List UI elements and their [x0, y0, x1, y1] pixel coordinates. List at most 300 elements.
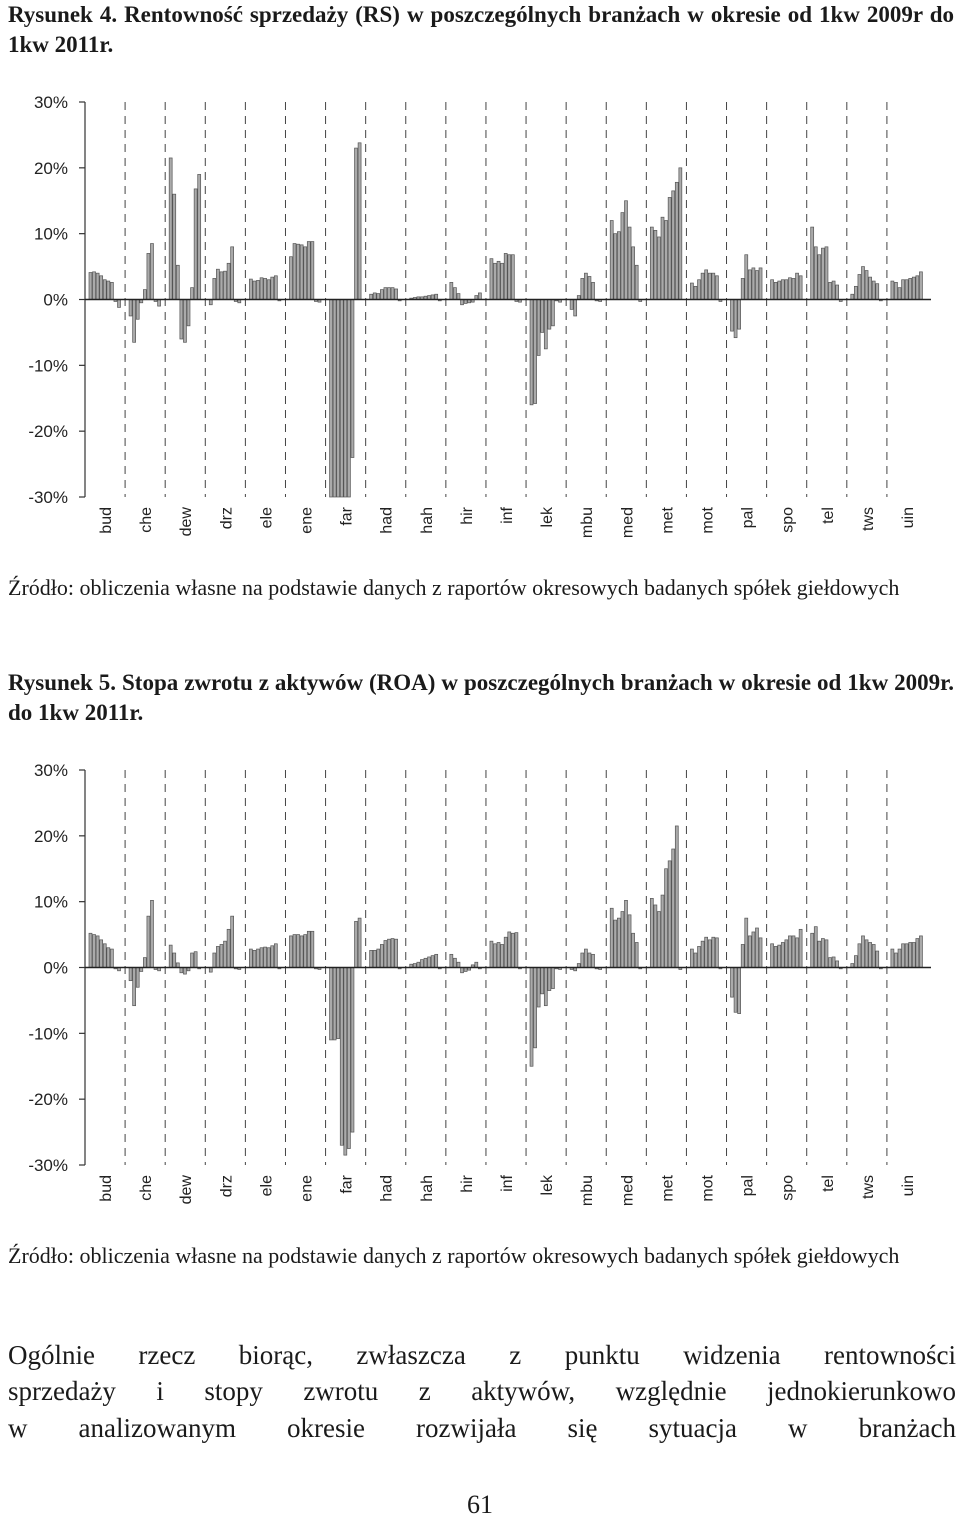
bar-met: [675, 826, 678, 968]
bar-dew: [180, 300, 183, 340]
bar-lek: [534, 968, 537, 1048]
bar-drz: [227, 929, 230, 967]
bar-tws: [865, 940, 868, 968]
bar-met: [650, 898, 653, 967]
bar-spo: [788, 278, 791, 300]
bar-mot: [708, 940, 711, 968]
bar-pal: [741, 944, 744, 967]
bar-spo: [796, 273, 799, 299]
bar-hir: [453, 288, 456, 300]
bar-tel: [832, 281, 835, 299]
bar-spo: [774, 946, 777, 967]
bar-hah: [431, 956, 434, 968]
bar-bud: [100, 940, 103, 968]
bar-hir: [457, 294, 460, 300]
bar-pal: [731, 968, 734, 998]
x-tick-label: ene: [298, 507, 316, 534]
bar-met: [679, 168, 682, 300]
bar-ene: [293, 935, 296, 968]
bar-far: [337, 968, 340, 1039]
bar-inf: [501, 944, 504, 967]
bar-pal: [752, 932, 755, 968]
bar-inf: [508, 932, 511, 968]
bar-uin: [916, 939, 919, 968]
bar-uin: [898, 288, 901, 300]
bar-med: [621, 213, 624, 300]
bar-tws: [862, 936, 865, 968]
bar-dew: [169, 945, 172, 967]
bar-mot: [708, 273, 711, 299]
bar-bud: [110, 949, 113, 967]
bar-ele: [257, 949, 260, 967]
bar-spo: [781, 942, 784, 967]
bar-inf: [511, 933, 514, 967]
bar-ene: [307, 931, 310, 967]
bar-ele: [257, 280, 260, 299]
bar-spo: [792, 278, 795, 299]
bar-met: [654, 230, 657, 299]
bar-had: [377, 294, 380, 300]
bar-had: [384, 941, 387, 968]
x-tick-label: bud: [98, 507, 116, 534]
bar-mot: [694, 286, 697, 299]
body-line-1: Ogólnie rzecz biorąc, zwłaszcza z punktu widzenia rentowności: [8, 1340, 956, 1370]
bar-che: [147, 253, 150, 299]
bar-med: [621, 912, 624, 968]
bar-che: [147, 916, 150, 967]
bar-mot: [712, 273, 715, 299]
bar-ele: [274, 276, 277, 300]
bar-ene: [297, 935, 300, 968]
bar-tel: [832, 957, 835, 968]
x-tick-label: spo: [779, 1175, 797, 1201]
bar-med: [632, 933, 635, 967]
x-tick-label: mbu: [579, 507, 597, 539]
bar-inf: [508, 255, 511, 300]
bar-lek: [544, 968, 547, 1006]
figure2-source: Źródło: obliczenia własne na podstawie danych z raportów okresowych badanych spółek giełdowych: [8, 1243, 900, 1268]
bar-met: [675, 182, 678, 299]
bar-lek: [530, 968, 533, 1067]
bar-pal: [738, 300, 741, 330]
x-tick-label: had: [378, 507, 396, 534]
bar-had: [384, 288, 387, 300]
bar-bud: [100, 276, 103, 300]
figure1-source: Źródło: obliczenia własne na podstawie danych z raportów okresowych badanych spółek giełdowych: [8, 575, 900, 600]
bar-tws: [858, 944, 861, 968]
bar-mbu: [570, 300, 573, 310]
y-tick-label: -20%: [28, 1090, 68, 1110]
bar-pal: [755, 928, 758, 968]
x-tick-label: ele: [258, 1175, 276, 1197]
x-tick-label: inf: [499, 507, 516, 524]
bar-med: [614, 920, 617, 967]
bar-drz: [220, 944, 223, 967]
bar-tel: [836, 961, 839, 968]
bar-met: [672, 849, 675, 968]
bar-che: [150, 900, 153, 967]
x-tick-label: dew: [178, 507, 196, 537]
bar-dew: [194, 952, 197, 968]
bar-drz: [213, 953, 216, 967]
y-tick-label: -30%: [28, 488, 68, 507]
bar-dew: [173, 194, 176, 299]
bar-mot: [690, 949, 693, 967]
bar-hir: [453, 958, 456, 967]
bar-spo: [778, 281, 781, 299]
x-tick-label: had: [378, 1175, 396, 1202]
bar-lek: [544, 300, 547, 349]
x-tick-label: inf: [499, 1175, 516, 1192]
bar-tws: [869, 277, 872, 299]
bar-lek: [548, 968, 551, 991]
bar-ele: [264, 947, 267, 967]
x-tick-label: che: [138, 1175, 156, 1201]
bar-pal: [748, 270, 751, 300]
x-tick-label: drz: [218, 507, 236, 530]
bar-spo: [796, 938, 799, 968]
bar-dew: [183, 968, 186, 975]
bar-dew: [194, 189, 197, 300]
bar-tel: [829, 958, 832, 968]
bar-lek: [537, 300, 540, 356]
bar-far: [344, 300, 347, 498]
bar-med: [617, 918, 620, 967]
bar-inf: [494, 263, 497, 299]
x-tick-label: hir: [458, 1175, 476, 1193]
bar-ene: [304, 247, 307, 300]
bar-mot: [715, 938, 718, 968]
bar-lek: [541, 300, 544, 333]
bar-inf: [497, 942, 500, 967]
bar-pal: [738, 968, 741, 1014]
bar-mbu: [581, 278, 584, 299]
bar-dew: [187, 300, 190, 326]
bar-bud: [107, 281, 110, 299]
bar-che: [129, 968, 132, 981]
bar-pal: [745, 255, 748, 300]
bar-had: [387, 939, 390, 967]
bar-far: [355, 148, 358, 299]
bar-ele: [264, 278, 267, 299]
bar-hir: [478, 293, 481, 300]
bar-spo: [799, 929, 802, 967]
bar-uin: [909, 278, 912, 299]
bar-met: [657, 237, 660, 300]
bar-far: [358, 918, 361, 967]
bar-far: [344, 968, 347, 1156]
bar-dew: [176, 265, 179, 299]
bar-bud: [96, 273, 99, 299]
bar-lek: [530, 300, 533, 405]
y-tick-label: -10%: [28, 356, 68, 376]
figure1-chart-svg: [0, 84, 960, 629]
bar-hir: [450, 954, 453, 967]
bar-mot: [701, 941, 704, 967]
bar-spo: [771, 944, 774, 968]
bar-uin: [905, 280, 908, 300]
bar-dew: [191, 288, 194, 300]
bar-mbu: [581, 953, 584, 967]
bar-med: [628, 915, 631, 968]
bar-che: [133, 300, 136, 343]
bar-ele: [274, 944, 277, 968]
x-tick-label: ene: [298, 1175, 316, 1202]
bar-spo: [792, 936, 795, 968]
bar-met: [661, 217, 664, 299]
bar-med: [628, 227, 631, 299]
bar-dew: [198, 174, 201, 299]
bar-spo: [788, 936, 791, 968]
bar-met: [650, 227, 653, 299]
bar-med: [625, 900, 628, 967]
bar-pal: [755, 271, 758, 300]
bar-ene: [289, 936, 292, 968]
bar-ele: [271, 277, 274, 299]
bar-lek: [541, 968, 544, 994]
bar-bud: [110, 282, 113, 299]
bar-met: [665, 221, 668, 300]
bar-had: [370, 950, 373, 967]
x-tick-label: med: [619, 507, 637, 539]
bar-pal: [745, 918, 748, 967]
figure2-caption: Rysunek 5. Stopa zwrotu z aktywów (ROA) w poszczególnych branżach w okresie od 1kw 2009r. do 1kw 2011r.: [8, 670, 954, 725]
bar-spo: [799, 276, 802, 300]
x-tick-label: tws: [859, 507, 877, 531]
bar-bud: [96, 936, 99, 968]
bar-spo: [785, 940, 788, 968]
bar-mbu: [592, 282, 595, 299]
bar-spo: [771, 280, 774, 300]
bar-had: [395, 939, 398, 967]
bar-met: [661, 895, 664, 967]
bar-che: [136, 968, 139, 988]
bar-uin: [912, 277, 915, 299]
bar-ene: [311, 931, 314, 967]
bar-med: [632, 247, 635, 300]
bar-far: [355, 921, 358, 967]
bar-spo: [781, 280, 784, 300]
bar-med: [635, 265, 638, 299]
y-tick-label: 20%: [33, 158, 68, 178]
bar-bud: [103, 280, 106, 300]
bar-ele: [249, 279, 252, 299]
x-tick-label: che: [138, 507, 156, 533]
bar-ene: [304, 935, 307, 968]
bar-ele: [253, 281, 256, 299]
bar-had: [380, 944, 383, 967]
bar-che: [133, 968, 136, 1006]
bar-far: [340, 300, 343, 498]
figure2-chart: [0, 752, 960, 1297]
bar-bud: [107, 948, 110, 968]
bar-far: [340, 968, 343, 1146]
bar-had: [387, 288, 390, 300]
bar-had: [395, 289, 398, 300]
bar-far: [330, 300, 333, 498]
bar-ele: [260, 948, 263, 968]
bar-met: [668, 861, 671, 968]
bar-che: [143, 958, 146, 968]
bar-met: [654, 905, 657, 968]
bar-tel: [811, 227, 814, 299]
bar-tel: [821, 248, 824, 299]
bar-uin: [916, 276, 919, 300]
bar-lek: [551, 300, 554, 326]
bar-drz: [231, 916, 234, 967]
figure2-chart-svg: [0, 752, 960, 1297]
bar-uin: [919, 272, 922, 300]
bar-mot: [705, 937, 708, 967]
bar-che: [158, 300, 161, 307]
x-tick-label: uin: [899, 1175, 917, 1197]
bar-tws: [876, 284, 879, 300]
x-tick-label: mbu: [579, 1175, 597, 1207]
bar-tws: [872, 281, 875, 299]
bar-dew: [173, 953, 176, 967]
bar-mot: [694, 953, 697, 967]
x-tick-label: tel: [819, 1175, 837, 1192]
bar-ene: [300, 245, 303, 300]
bar-dew: [191, 953, 194, 967]
bar-mbu: [574, 300, 577, 316]
bar-uin: [905, 944, 908, 968]
bar-med: [625, 201, 628, 300]
bar-tel: [825, 247, 828, 300]
bar-tws: [872, 944, 875, 967]
bar-bud: [89, 933, 92, 967]
bar-dew: [169, 158, 172, 300]
bar-ene: [300, 936, 303, 968]
x-tick-label: mot: [699, 1175, 717, 1202]
bar-ele: [249, 949, 252, 967]
bar-pal: [731, 300, 734, 332]
bar-inf: [494, 944, 497, 968]
bar-inf: [504, 937, 507, 967]
bar-mot: [705, 270, 708, 300]
bar-drz: [216, 946, 219, 967]
bar-mot: [698, 280, 701, 300]
bar-far: [333, 968, 336, 1040]
bar-tel: [811, 933, 814, 967]
x-tick-label: met: [659, 1175, 677, 1202]
x-tick-label: pal: [739, 1175, 757, 1197]
bar-spo: [774, 282, 777, 299]
bar-tws: [869, 942, 872, 967]
bar-bud: [118, 300, 121, 308]
y-tick-label: -30%: [28, 1156, 68, 1175]
y-tick-label: 30%: [33, 93, 68, 112]
bar-tel: [818, 255, 821, 300]
bar-met: [657, 912, 660, 968]
bar-had: [377, 949, 380, 967]
bar-med: [614, 234, 617, 300]
y-tick-label: 10%: [33, 892, 68, 912]
bar-pal: [741, 278, 744, 299]
bar-med: [610, 908, 613, 967]
bar-tel: [814, 927, 817, 968]
bar-uin: [894, 953, 897, 967]
bar-ene: [297, 244, 300, 299]
bar-far: [333, 300, 336, 498]
bar-inf: [497, 261, 500, 299]
bar-spo: [785, 280, 788, 300]
bar-drz: [220, 272, 223, 300]
x-tick-label: met: [659, 507, 677, 534]
bar-pal: [759, 268, 762, 300]
bar-uin: [898, 949, 901, 967]
bar-far: [347, 300, 350, 498]
bar-pal: [734, 968, 737, 1013]
y-tick-label: -10%: [28, 1024, 68, 1044]
bar-pal: [759, 938, 762, 968]
bar-uin: [902, 944, 905, 968]
bar-pal: [734, 300, 737, 338]
bar-met: [668, 197, 671, 299]
bar-che: [129, 300, 132, 316]
bar-hah: [435, 954, 438, 967]
bar-ele: [267, 948, 270, 968]
bar-uin: [912, 942, 915, 967]
bar-pal: [752, 268, 755, 300]
bar-drz: [213, 278, 216, 299]
bar-uin: [902, 280, 905, 300]
bar-dew: [183, 300, 186, 343]
bar-drz: [231, 247, 234, 300]
bar-had: [391, 288, 394, 300]
bar-inf: [501, 263, 504, 299]
bar-ele: [267, 280, 270, 300]
x-tick-label: far: [338, 507, 356, 526]
bar-far: [358, 143, 361, 300]
x-tick-label: far: [338, 1175, 356, 1194]
bar-inf: [490, 941, 493, 967]
bar-inf: [504, 253, 507, 299]
bar-drz: [224, 271, 227, 299]
x-tick-label: tel: [819, 507, 837, 524]
bar-inf: [511, 255, 514, 300]
bar-lek: [551, 968, 554, 989]
figure1-caption: Rysunek 4. Rentowność sprzedaży (RS) w poszczególnych branżach w okresie od 1kw 2009r do 1kw 2011r.: [8, 2, 954, 57]
bar-tel: [829, 282, 832, 299]
x-tick-label: drz: [218, 1175, 236, 1198]
bar-far: [351, 968, 354, 1133]
bar-lek: [548, 300, 551, 330]
bar-bud: [89, 273, 92, 300]
x-tick-label: lek: [539, 507, 557, 528]
body-line-3: w analizowanym okresie rozwijała się sytuacja w branżach: [8, 1413, 956, 1443]
bar-far: [337, 300, 340, 498]
bar-spo: [778, 945, 781, 967]
bar-mot: [698, 946, 701, 967]
x-tick-label: bud: [98, 1175, 116, 1202]
bar-had: [373, 950, 376, 967]
bar-uin: [891, 281, 894, 299]
bar-med: [610, 221, 613, 300]
y-tick-label: -20%: [28, 422, 68, 442]
bar-tel: [836, 285, 839, 299]
bar-ele: [271, 946, 274, 968]
bar-mbu: [584, 949, 587, 967]
body-line-2: sprzedaży i stopy zwrotu z aktywów, względnie jednokierunkowo: [8, 1376, 956, 1406]
bar-mot: [701, 273, 704, 299]
bar-pal: [748, 936, 751, 968]
bar-tws: [862, 267, 865, 300]
x-tick-label: uin: [899, 507, 917, 529]
bar-tws: [854, 956, 857, 968]
bar-lek: [537, 968, 540, 1008]
bar-far: [347, 968, 350, 1149]
